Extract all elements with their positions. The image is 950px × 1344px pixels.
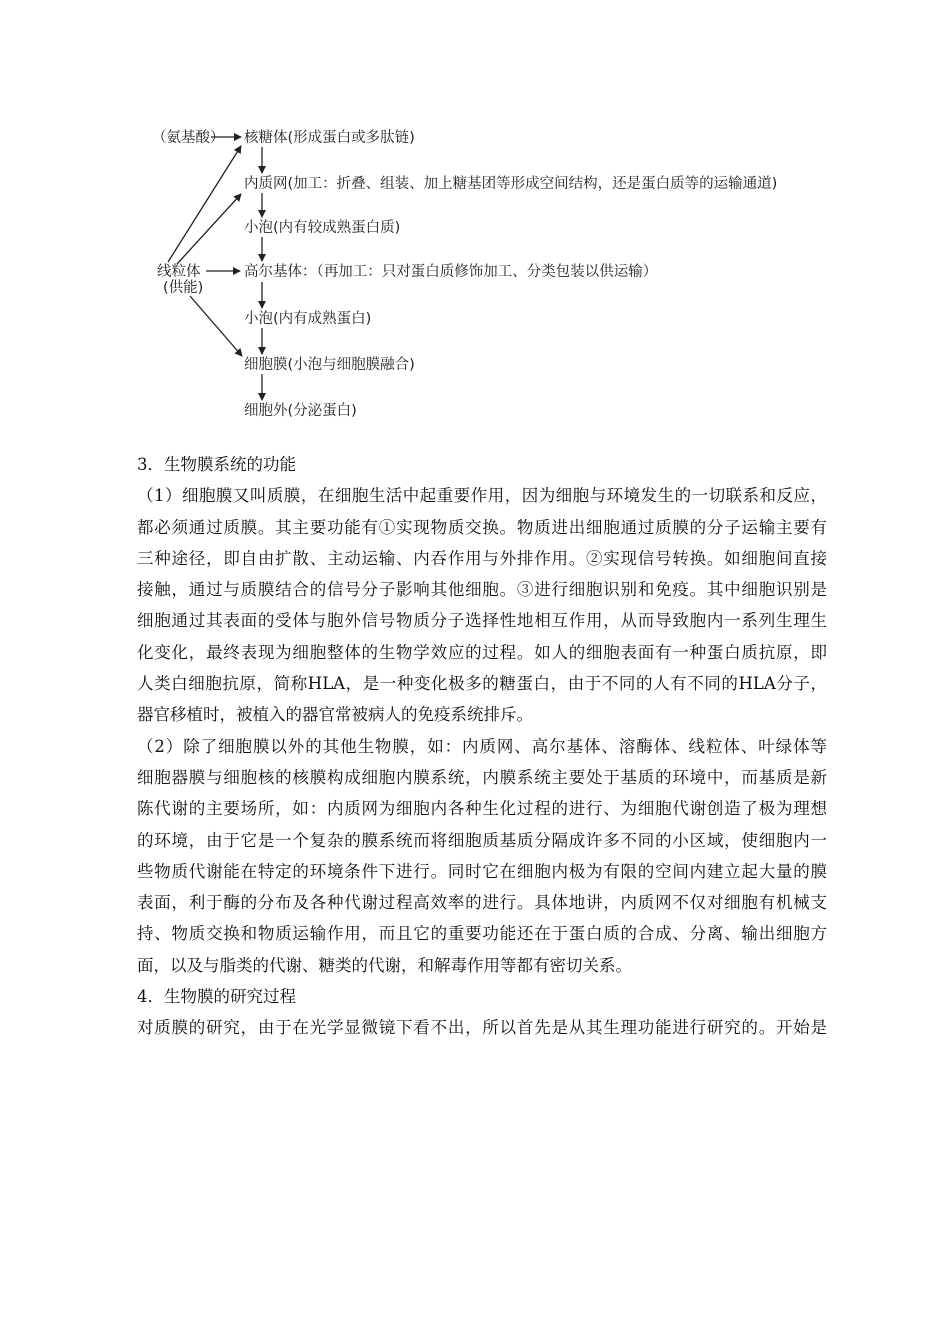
ribosome-label: 核糖体(形成蛋白或多肽链) — [244, 130, 415, 146]
paragraph-line: （2）除了细胞膜以外的其他生物膜，如：内质网、高尔基体、溶酶体、线粒体、叶绿体等 — [137, 736, 827, 756]
vesicle-1-label: 小泡(内有较成熟蛋白质) — [244, 220, 401, 236]
document-body — [137, 449, 827, 1044]
paragraph-line: 面，以及与脂类的代谢、糖类的代谢，和解毒作用等都有密切关系。 — [137, 955, 632, 975]
arrow-mito-to-ribosome — [168, 146, 241, 262]
vesicle-2-label: 小泡(内有成熟蛋白) — [244, 311, 372, 327]
outside-label: 细胞外(分泌蛋白) — [244, 403, 357, 419]
paragraph-line: （1）细胞膜又叫质膜，在细胞生活中起重要作用，因为细胞与环境发生的一切联系和反应， — [137, 486, 827, 506]
mitochondria-role-label: (供能) — [163, 280, 204, 296]
section-heading-4: 4．生物膜的研究过程 — [137, 987, 296, 1007]
paragraph-2 — [137, 731, 827, 981]
paragraph-line: 对质膜的研究，由于在光学显微镜下看不出，所以首先是从其生理功能进行研究的。开始是 — [137, 1018, 827, 1038]
paragraph-1 — [137, 480, 827, 730]
arrow-mito-to-er — [177, 194, 241, 264]
paragraph-line: 持、物质交换和物质运输作用，而且它的重要功能还在于蛋白质的合成、分离、输出细胞方 — [137, 924, 827, 944]
er-label: 内质网(加工：折叠、组装、加上糖基团等形成空间结构，还是蛋白质等的运输通道) — [244, 176, 778, 192]
paragraph-line: 的环境，由于它是一个复杂的膜系统而将细胞质基质分隔成许多不同的小区域，使细胞内一 — [137, 830, 827, 850]
amino-acid-label: （氨基酸） — [152, 130, 225, 146]
secretory-protein-flow-diagram — [0, 0, 950, 440]
paragraph-line: 人类白细胞抗原，简称HLA，是一种变化极多的糖蛋白，由于不同的人有不同的HLA分子， — [137, 674, 827, 694]
paragraph-line: 细胞器膜与细胞核的核膜构成细胞内膜系统，内膜系统主要处于基质的环境中，而基质是新 — [137, 767, 827, 787]
paragraph-line: 表面，利于酶的分布及各种代谢过程高效率的进行。具体地讲，内质网不仅对细胞有机械支 — [137, 893, 827, 913]
arrow-mito-to-membrane — [190, 296, 242, 356]
paragraph-line: 化变化，最终表现为细胞整体的生物学效应的过程。如人的细胞表面有一种蛋白质抗原，即 — [137, 642, 827, 662]
golgi-label: 高尔基体：（再加工：只对蛋白质修饰加工、分类包装以供运输） — [244, 264, 658, 280]
paragraph-line: 些物质代谢能在特定的环境条件下进行。同时它在细胞内极为有限的空间内建立起大量的膜 — [137, 861, 827, 881]
paragraph-line: 三种途径，即自由扩散、主动运输、内吞作用与外排作用。②实现信号转换。如细胞间直接 — [137, 548, 827, 568]
paragraph-line: 都必须通过质膜。其主要功能有①实现物质交换。物质进出细胞通过质膜的分子运输主要有 — [137, 517, 827, 537]
section-heading-3: 3．生物膜系统的功能 — [137, 455, 296, 474]
paragraph-line: 器官移植时，被植入的器官常被病人的免疫系统排斥。 — [137, 705, 533, 725]
membrane-label: 细胞膜(小泡与细胞膜融合) — [244, 357, 415, 373]
paragraph-line: 陈代谢的主要场所，如：内质网为细胞内各种生化过程的进行、为细胞代谢创造了极为理想 — [137, 799, 827, 819]
paragraph-line: 接触，通过与质膜结合的信号分子影响其他细胞。③进行细胞识别和免疫。其中细胞识别是 — [137, 580, 827, 600]
mitochondria-label: 线粒体 — [157, 264, 201, 280]
paragraph-3 — [137, 1012, 827, 1043]
paragraph-line: 细胞通过其表面的受体与胞外信号物质分子选择性地相互作用，从而导致胞内一系列生理生 — [137, 611, 827, 631]
